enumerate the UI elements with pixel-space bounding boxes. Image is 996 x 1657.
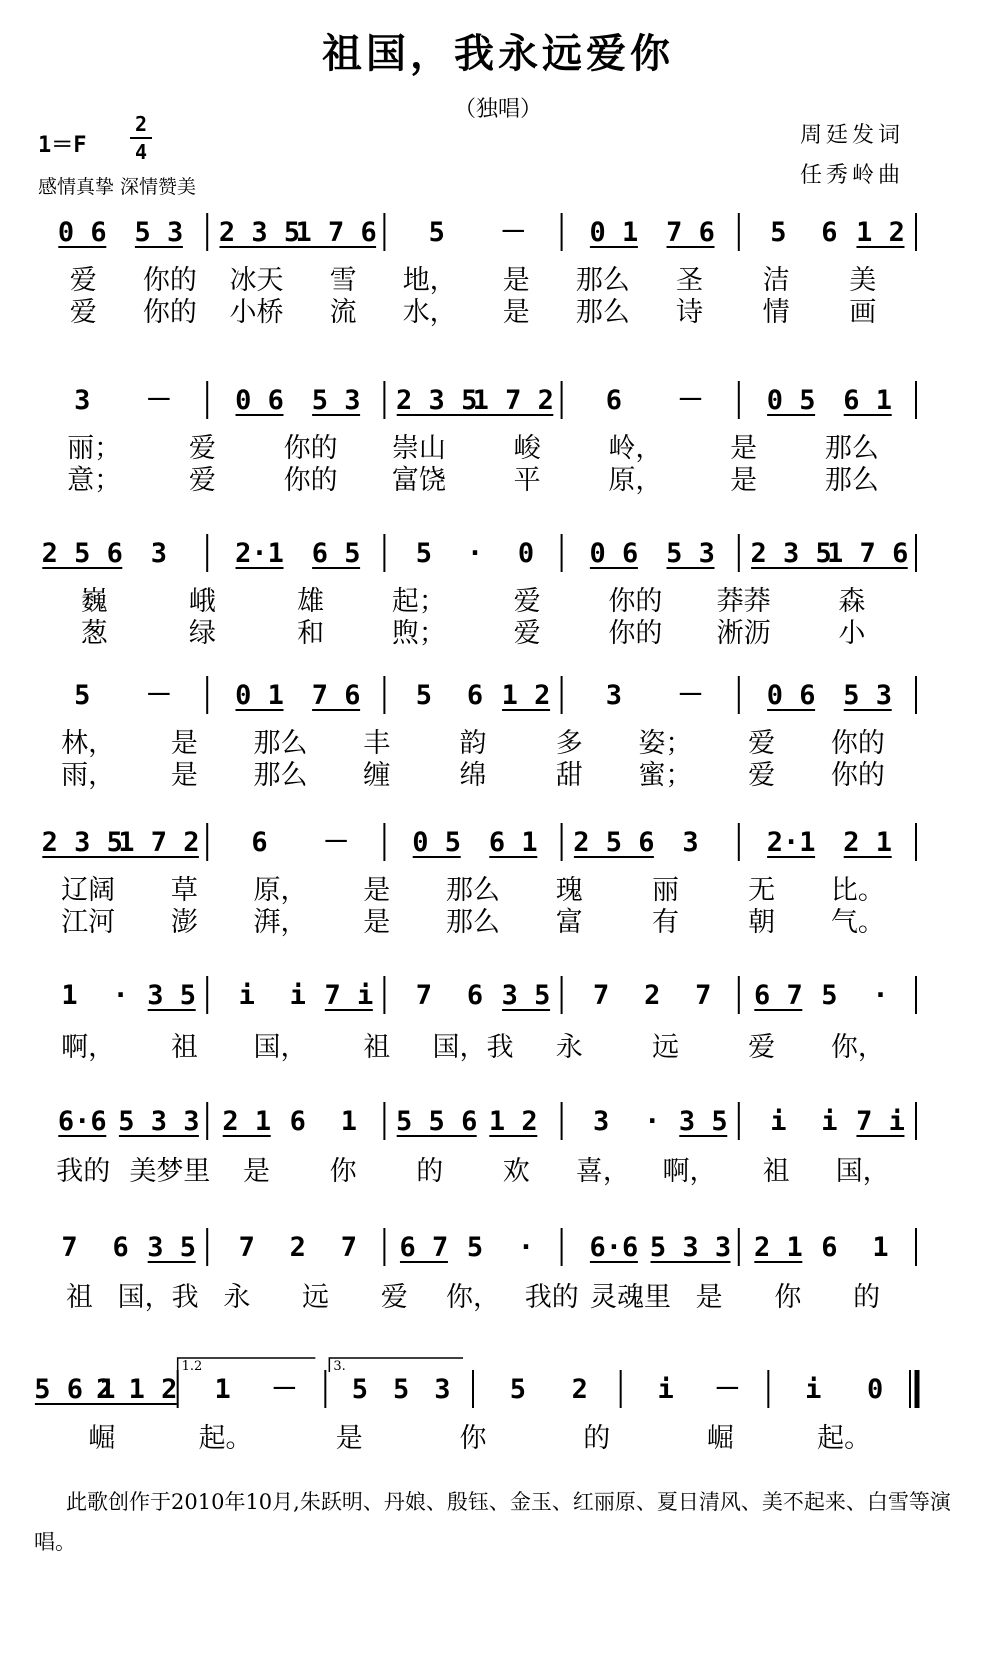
lyric-syllable: 是 <box>502 265 530 296</box>
lyric-syllable: 崛 <box>88 1423 116 1454</box>
note-group: 5 <box>770 217 787 248</box>
lyric-syllable: 洁 <box>762 265 790 296</box>
lyric-syllable: 你 <box>329 1156 357 1187</box>
note-group: 6 7 <box>399 1232 449 1263</box>
lyric-syllable: 冰天 <box>229 265 284 296</box>
performance-type: （独唱） <box>453 97 542 122</box>
lyric-syllable: 是 <box>730 433 758 464</box>
note-group: 6 1 <box>843 385 893 416</box>
note-group: i <box>770 1106 787 1137</box>
lyric-syllable: 和 <box>297 618 325 649</box>
note-group: i <box>238 980 255 1011</box>
lyric-syllable: 永 <box>223 1282 251 1313</box>
lyric-syllable: 原， <box>253 875 308 906</box>
lyric-syllable: 是 <box>335 1423 363 1454</box>
lyric-syllable: 甜 <box>555 760 583 791</box>
note-group: 0 1 <box>235 680 284 711</box>
lyric-syllable: 远 <box>651 1032 679 1063</box>
lyric-syllable: 那么 <box>253 728 308 759</box>
note-group: 7 <box>593 980 610 1011</box>
note-group: 5 3 <box>666 538 715 569</box>
lyric-syllable: 森 <box>838 586 866 617</box>
lyric-syllable: 起； <box>391 586 446 617</box>
lyric-syllable: 爱 <box>380 1282 408 1313</box>
lyric-syllable: 的 <box>853 1282 881 1313</box>
lyric-syllable: 淅沥 <box>716 618 771 649</box>
lyric-syllable: 你 <box>774 1282 802 1313</box>
note-group: 6 1 <box>488 827 538 858</box>
lyric-syllable: 你的 <box>283 433 338 464</box>
note-group: 7 i <box>856 1106 905 1137</box>
lyric-syllable: 林， <box>61 728 116 759</box>
note-group: 2·1 <box>766 827 816 858</box>
lyric-syllable: 是 <box>502 297 530 328</box>
note-group: 5 3 <box>843 680 893 711</box>
lyric-syllable: 爱 <box>69 265 97 296</box>
note-group: 5 3 <box>134 217 184 248</box>
note-group: 2 1 <box>753 1232 803 1263</box>
note-group: 0 6 <box>589 538 639 569</box>
lyric-syllable: 情 <box>762 297 790 328</box>
note-group: 1 7 6 <box>295 217 377 248</box>
note-group: － <box>145 680 173 711</box>
expression-marking: 感情真挚 深情赞美 <box>38 176 197 198</box>
note-group: 2 5 6 <box>41 538 123 569</box>
note-group: 2 3 5 <box>218 217 301 248</box>
lyric-syllable: 湃， <box>253 907 308 938</box>
note-group: 6 <box>251 827 268 858</box>
note-group: 0 5 <box>766 385 816 416</box>
note-group: · <box>517 1232 535 1263</box>
lyric-syllable: 小 <box>838 618 866 649</box>
note-group: 2 1 <box>222 1106 272 1137</box>
note-group: 5 <box>393 1374 410 1405</box>
note-group: 5 3 3 <box>649 1232 732 1263</box>
lyric-syllable: 祖 <box>170 1032 198 1063</box>
note-group: i <box>657 1374 674 1405</box>
note-group: 1 7 6 <box>827 538 909 569</box>
lyric-syllable: 你的 <box>608 586 663 617</box>
note-group: 6 <box>605 385 623 416</box>
note-group: 7 <box>695 980 712 1011</box>
note-group: 1 2 <box>856 217 905 248</box>
lyric-syllable: 崇山 <box>391 433 446 464</box>
lyric-syllable: 那么 <box>446 907 500 938</box>
lyric-syllable: 是 <box>695 1282 723 1313</box>
volta-label-2: 3. <box>333 1359 346 1374</box>
lyric-syllable: 那么 <box>824 465 879 496</box>
note-group: 2·1 <box>235 538 284 569</box>
note-group: 3 5 <box>147 1232 197 1263</box>
lyric-syllable: 起。 <box>817 1423 872 1454</box>
lyric-syllable: 爱 <box>513 586 541 617</box>
note-group: － <box>677 680 704 711</box>
note-group: 5 <box>428 217 445 248</box>
lyric-syllable: 我的 <box>56 1156 111 1187</box>
lyric-syllable: 姿； <box>638 728 693 759</box>
lyric-syllable: 是 <box>730 465 758 496</box>
note-group: i <box>805 1374 822 1405</box>
note-group: 6·6 <box>589 1232 639 1263</box>
lyric-syllable: 那么 <box>575 265 630 296</box>
note-group: 3 <box>682 827 699 858</box>
lyric-syllable: 朝 <box>748 907 776 938</box>
lyric-syllable: 你的 <box>142 265 197 296</box>
note-group: 2 5 6 <box>573 827 655 858</box>
lyric-syllable: 富饶 <box>391 465 446 496</box>
note-group: 1 <box>872 1232 889 1263</box>
lyric-syllable: 是 <box>170 760 198 791</box>
lyric-syllable: 小桥 <box>229 297 284 328</box>
lyric-syllable: 灵魂里 <box>589 1282 671 1313</box>
lyric-syllable: 我的 <box>524 1282 579 1313</box>
note-group: 7 6 <box>666 217 715 248</box>
creation-note: 此歌创作于2010年10月,朱跃明、丹娘、殷钰、金玉、红丽原、夏日清风、美不起来、白雪等演唱。 <box>34 1490 951 1554</box>
lyric-syllable: 祖 <box>65 1282 93 1313</box>
note-group: 6 <box>289 1106 306 1137</box>
note-group: 3 <box>593 1106 610 1137</box>
meter-bottom: 4 <box>134 140 148 164</box>
lyric-syllable: 气。 <box>830 907 885 938</box>
lyric-syllable: 爱 <box>188 465 216 496</box>
lyric-syllable: 原， <box>608 465 663 496</box>
lyric-syllable: 永 <box>555 1032 583 1063</box>
note-group: 2 3 5 <box>396 385 478 416</box>
note-group: 3 <box>150 538 168 569</box>
lyric-syllable: 你， <box>446 1282 500 1313</box>
lyric-syllable: 莽莽 <box>716 586 771 617</box>
lyric-syllable: 水， <box>402 297 457 328</box>
note-group: 5 <box>466 1232 484 1263</box>
note-group: － <box>270 1374 298 1405</box>
note-group: · <box>872 980 889 1011</box>
note-group: 5 3 3 <box>118 1106 200 1137</box>
volta-bracket-2 <box>329 1358 463 1372</box>
lyric-syllable: 峻 <box>513 433 541 464</box>
note-group: 1 <box>214 1374 231 1405</box>
lyric-syllable: 你的 <box>608 618 663 649</box>
lyric-syllable: 缠 <box>363 760 391 791</box>
lyric-syllable: 国， <box>835 1156 890 1187</box>
note-group: 0 6 <box>766 680 816 711</box>
lyric-syllable: 啊， <box>61 1032 116 1063</box>
note-group: 6 <box>821 1232 838 1263</box>
lyric-syllable: 韵 <box>459 728 487 759</box>
lyric-syllable: 诗 <box>676 297 703 328</box>
lyric-syllable: 爱 <box>69 297 97 328</box>
note-group: 0 6 <box>57 217 107 248</box>
lyric-syllable: 流 <box>329 297 357 328</box>
lyric-syllable: 崛 <box>706 1423 734 1454</box>
note-group: 2 <box>289 1232 306 1263</box>
note-group: 6 <box>112 1232 129 1263</box>
lyric-syllable: 丰 <box>363 728 391 759</box>
note-group: 6 <box>466 680 484 711</box>
lyric-syllable: 草 <box>170 875 198 906</box>
note-group: 6 <box>466 980 484 1011</box>
lyric-syllable: 爱 <box>748 760 776 791</box>
lyric-syllable: 国，我 <box>432 1032 514 1063</box>
note-group: 6·6 <box>57 1106 107 1137</box>
note-group: 0 <box>517 538 535 569</box>
lyric-syllable: 雄 <box>297 586 325 617</box>
note-group: 1 2 <box>488 1106 538 1137</box>
note-group: 7 i <box>324 980 374 1011</box>
lyric-syllable: 是 <box>363 907 391 938</box>
lyric-syllable: 你的 <box>142 297 197 328</box>
lyric-syllable: 美梦里 <box>129 1156 211 1187</box>
lyric-syllable: 国， <box>253 1032 308 1063</box>
lyric-syllable: 你， <box>830 1032 885 1063</box>
lyric-syllable: 澎 <box>170 907 198 938</box>
note-group: 3 5 <box>501 980 551 1011</box>
lyric-syllable: 美 <box>849 265 877 296</box>
lyric-syllable: 爱 <box>748 1032 776 1063</box>
note-group: 1 <box>340 1106 357 1137</box>
lyric-syllable: 国，我 <box>117 1282 199 1313</box>
lyric-syllable: 瑰 <box>555 875 583 906</box>
note-group: 2 3 5 <box>750 538 832 569</box>
note-group: 0 5 <box>412 827 462 858</box>
lyric-syllable: 喜， <box>575 1156 630 1187</box>
lyric-syllable: 地， <box>402 265 457 296</box>
note-group: 2 <box>571 1374 588 1405</box>
lyric-syllable: 比。 <box>830 875 885 906</box>
lyric-syllable: 葱 <box>80 618 108 649</box>
lyric-syllable: 辽阔 <box>61 875 116 906</box>
note-group: 2 <box>644 980 661 1011</box>
lyric-syllable: 画 <box>849 297 877 328</box>
note-group: 2 1 <box>843 827 893 858</box>
note-group: 5 <box>415 680 433 711</box>
note-group: · <box>112 980 129 1011</box>
lyric-syllable: 富 <box>555 907 583 938</box>
note-group: 5 6 1 <box>34 1374 116 1405</box>
note-group: 7 <box>238 1232 255 1263</box>
lyric-syllable: 蜜； <box>638 760 693 791</box>
lyric-syllable: 欢 <box>502 1156 530 1187</box>
note-group: 1 <box>61 980 78 1011</box>
note-group: 6 5 <box>311 538 361 569</box>
lyric-syllable: 那么 <box>824 433 879 464</box>
note-group: － <box>145 385 173 416</box>
lyric-syllable: 的 <box>583 1423 611 1454</box>
note-group: 0 6 <box>235 385 284 416</box>
lyric-syllable: 丽 <box>651 875 679 906</box>
lyric-syllable: 你的 <box>830 728 885 759</box>
note-group: 5 <box>351 1374 369 1405</box>
lyric-syllable: 绵 <box>459 760 487 791</box>
lyric-syllable: 啊， <box>662 1156 717 1187</box>
note-group: － <box>713 1374 741 1405</box>
lyric-syllable: 江河 <box>61 907 116 938</box>
key-signature: 1＝F <box>38 133 87 158</box>
lyric-syllable: 是 <box>243 1156 270 1187</box>
lyric-syllable: 爱 <box>748 728 776 759</box>
meter-top: 2 <box>134 112 148 136</box>
lyric-syllable: 圣 <box>676 265 703 296</box>
note-group: 1 7 2 <box>118 827 200 858</box>
note-group: 0 1 <box>589 217 639 248</box>
lyricist-credit: 周廷发词 <box>799 123 904 148</box>
lyric-syllable: 那么 <box>575 297 630 328</box>
lyric-syllable: 你的 <box>283 465 338 496</box>
lyric-syllable: 煦； <box>391 618 446 649</box>
note-group: － <box>499 217 527 248</box>
note-group: 2 1 2 <box>96 1374 178 1405</box>
lyric-syllable: 起。 <box>198 1423 253 1454</box>
note-group: 2 3 5 <box>41 827 123 858</box>
note-group: i <box>821 1106 838 1137</box>
lyric-syllable: 无 <box>748 875 776 906</box>
note-group: － <box>677 385 704 416</box>
note-group: 6 <box>821 217 838 248</box>
note-group: 5 <box>509 1374 527 1405</box>
note-group: · <box>644 1106 661 1137</box>
lyric-syllable: 岭， <box>608 433 663 464</box>
lyric-syllable: 是 <box>363 875 391 906</box>
note-group: 0 <box>866 1374 884 1405</box>
note-group: 5 3 <box>311 385 361 416</box>
lyric-syllable: 的 <box>416 1156 444 1187</box>
note-group: 5 5 6 <box>396 1106 478 1137</box>
lyric-syllable: 多 <box>555 728 583 759</box>
note-group: i <box>289 980 306 1011</box>
lyric-syllable: 平 <box>513 465 541 496</box>
note-group: 3 5 <box>147 980 197 1011</box>
note-group: 3 <box>434 1374 451 1405</box>
lyric-syllable: 祖 <box>363 1032 391 1063</box>
note-group: 3 5 <box>678 1106 728 1137</box>
note-group: 6 7 <box>753 980 803 1011</box>
note-group: 7 <box>340 1232 357 1263</box>
lyric-syllable: 那么 <box>253 760 308 791</box>
lyric-syllable: 峨 <box>188 586 216 617</box>
lyric-syllable: 爱 <box>188 433 216 464</box>
note-group: 3 <box>605 680 623 711</box>
note-group: 5 <box>415 538 433 569</box>
lyric-syllable: 巍 <box>80 586 108 617</box>
lyric-syllable: 绿 <box>188 618 216 649</box>
lyric-syllable: 是 <box>170 728 198 759</box>
lyric-syllable: 雨， <box>61 760 116 791</box>
lyric-syllable: 你 <box>459 1423 487 1454</box>
lyric-syllable: 丽； <box>67 433 122 464</box>
note-group: 5 <box>74 680 91 711</box>
lyric-syllable: 意； <box>67 465 122 496</box>
note-group: － <box>322 827 350 858</box>
lyric-syllable: 你的 <box>830 760 885 791</box>
note-group: 1 2 <box>501 680 551 711</box>
note-group: · <box>466 538 484 569</box>
song-title: 祖国，我永远爱你 <box>322 30 674 77</box>
composer-credit: 任秀岭曲 <box>799 163 904 188</box>
lyric-syllable: 那么 <box>446 875 500 906</box>
lyric-syllable: 远 <box>302 1282 330 1313</box>
lyric-syllable: 祖 <box>762 1156 790 1187</box>
volta-label-1: 1.2 <box>181 1359 203 1374</box>
lyric-syllable: 雪 <box>329 265 357 296</box>
note-group: 7 <box>61 1232 78 1263</box>
note-group: 3 <box>74 385 91 416</box>
lyric-syllable: 有 <box>651 907 679 938</box>
note-group: 1 7 2 <box>472 385 554 416</box>
note-group: 7 <box>415 980 433 1011</box>
note-group: 5 <box>821 980 838 1011</box>
note-group: 7 6 <box>311 680 361 711</box>
lyric-syllable: 爱 <box>513 618 541 649</box>
